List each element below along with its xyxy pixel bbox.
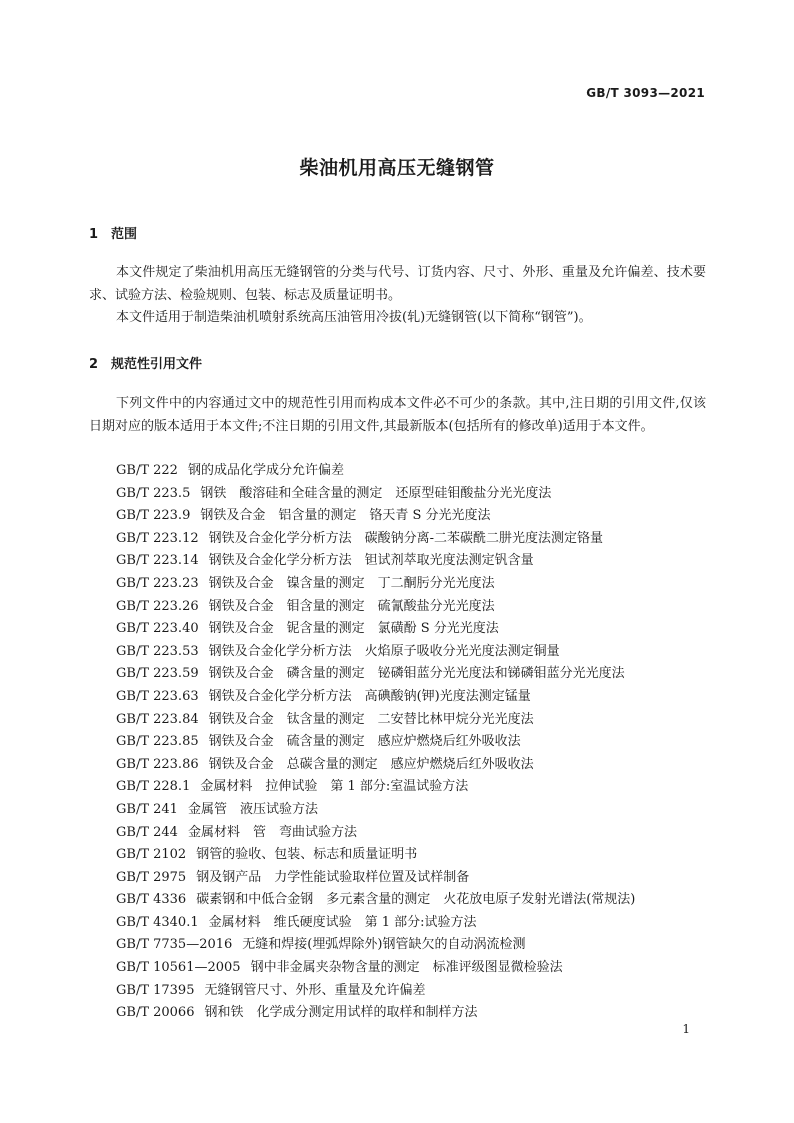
reference-code: GB/T 223.53 (116, 643, 199, 659)
reference-item (116, 867, 635, 890)
reference-title: 钢铁及合金 磷含量的测定 铋磷钼蓝分光光度法和锑磷钼蓝分光光度法 (208, 666, 625, 682)
reference-item (116, 776, 635, 799)
reference-item (116, 934, 635, 957)
reference-title: 钢及钢产品 力学性能试验取样位置及试样制备 (196, 869, 470, 885)
reference-item (116, 641, 635, 664)
reference-title: 钢铁及合金 总碳含量的测定 感应炉燃烧后红外吸收法 (208, 756, 534, 772)
reference-item (116, 980, 635, 1003)
reference-code: GB/T 228.1 (116, 779, 191, 795)
reference-code: GB/T 223.85 (116, 734, 199, 750)
reference-title: 钢铁及合金化学分析方法 高碘酸钠(钾)光度法测定锰量 (208, 688, 531, 704)
reference-code: GB/T 223.9 (116, 508, 191, 524)
references-intro-paragraph: 下列文件中的内容通过文中的规范性引用而构成本文件必不可少的条款。其中,注日期的引用文件,仅该日期对应的版本适用于本文件;不注日期的引用文件,其最新版本(包括所有的修改单)适用于本文件。 (89, 396, 706, 434)
section-number: 1 (89, 227, 99, 242)
reference-item (116, 889, 635, 912)
section-heading-normative-references (89, 353, 202, 372)
reference-code: GB/T 20066 (116, 1005, 195, 1021)
section-number: 2 (89, 357, 99, 372)
reference-title: 金属材料 管 弯曲试验方法 (187, 824, 357, 840)
reference-title: 钢铁及合金 铌含量的测定 氯磺酚 S 分光光度法 (208, 621, 499, 637)
page-number: 1 (682, 1022, 690, 1036)
scope-paragraph: 本文件适用于制造柴油机喷射系统高压油管用冷拔(轧)无缝钢管(以下简称“钢管”)。 (116, 310, 592, 325)
reference-item (116, 754, 635, 777)
reference-code: GB/T 223.26 (116, 598, 199, 614)
reference-item (116, 460, 635, 483)
reference-title: 钢铁及合金 钛含量的测定 二安替比林甲烷分光光度法 (208, 711, 534, 727)
reference-item (116, 912, 635, 935)
reference-item (116, 483, 635, 506)
reference-code: GB/T 244 (116, 824, 178, 840)
reference-title: 钢铁及合金 硫含量的测定 感应炉燃烧后红外吸收法 (208, 734, 521, 750)
reference-code: GB/T 223.63 (116, 688, 199, 704)
reference-code: GB/T 223.12 (116, 530, 199, 546)
reference-title: 钢铁及合金化学分析方法 火焰原子吸收分光光度法测定铜量 (208, 643, 560, 659)
reference-item (116, 731, 635, 754)
reference-code: GB/T 2102 (116, 847, 187, 863)
reference-code: GB/T 10561—2005 (116, 960, 241, 976)
reference-item (116, 799, 635, 822)
reference-code: GB/T 223.14 (116, 553, 199, 569)
reference-title: 碳素钢和中低合金钢 多元素含量的测定 火花放电原子发射光谱法(常规法) (196, 892, 636, 908)
reference-code: GB/T 7735—2016 (116, 937, 233, 953)
reference-title: 钢铁及合金化学分析方法 碳酸钠分离-二苯碳酰二肼光度法测定铬量 (208, 530, 604, 546)
reference-code: GB/T 222 (116, 463, 178, 478)
section-heading-scope (89, 223, 137, 242)
scope-paragraph: 本文件规定了柴油机用高压无缝钢管的分类与代号、订货内容、尺寸、外形、重量及允许偏差、技术要求、试验方法、检验规则、包装、标志及质量证明书。 (89, 265, 706, 303)
reference-title: 金属材料 维氏硬度试验 第 1 部分:试验方法 (208, 914, 477, 930)
reference-title: 钢铁及合金化学分析方法 钽试剂萃取光度法测定钒含量 (208, 553, 534, 569)
reference-code: GB/T 223.84 (116, 711, 199, 727)
reference-title: 无缝和焊接(埋弧焊除外)钢管缺欠的自动涡流检测 (242, 937, 526, 953)
reference-item (116, 844, 635, 867)
reference-title: 钢铁及合金 钼含量的测定 硫氰酸盐分光光度法 (208, 598, 495, 614)
reference-list (116, 460, 635, 1025)
reference-item (116, 709, 635, 732)
reference-code: GB/T 223.5 (116, 485, 191, 501)
reference-item (116, 618, 635, 641)
reference-item (116, 686, 635, 709)
reference-item (116, 550, 635, 573)
reference-title: 钢的成品化学成分允许偏差 (187, 463, 344, 478)
reference-code: GB/T 241 (116, 801, 178, 817)
reference-code: GB/T 2975 (116, 869, 187, 885)
reference-code: GB/T 223.23 (116, 575, 199, 591)
reference-code: GB/T 4336 (116, 892, 187, 908)
reference-title: 金属管 液压试验方法 (187, 801, 318, 817)
reference-title: 钢中非金属夹杂物含量的测定 标准评级图显微检验法 (250, 960, 563, 976)
section-title: 范围 (111, 227, 138, 242)
reference-code: GB/T 17395 (116, 982, 195, 998)
reference-item (116, 596, 635, 619)
section-title: 规范性引用文件 (111, 357, 203, 372)
reference-title: 钢铁及合金 镍含量的测定 丁二酮肟分光光度法 (208, 575, 495, 591)
reference-item (116, 1002, 635, 1025)
document-title: 柴油机用高压无缝钢管 (299, 157, 495, 179)
reference-title: 金属材料 拉伸试验 第 1 部分:室温试验方法 (200, 779, 469, 795)
reference-code: GB/T 223.59 (116, 666, 199, 682)
reference-item (116, 663, 635, 686)
reference-code: GB/T 223.86 (116, 756, 199, 772)
reference-title: 钢铁 酸溶硅和全硅含量的测定 还原型硅钼酸盐分光光度法 (200, 485, 552, 501)
reference-item (116, 528, 635, 551)
reference-title: 钢铁及合金 铝含量的测定 铬天青 S 分光光度法 (200, 508, 491, 524)
reference-item (116, 822, 635, 845)
reference-title: 钢管的验收、包装、标志和质量证明书 (196, 847, 418, 863)
reference-item (116, 573, 635, 596)
reference-code: GB/T 223.40 (116, 621, 199, 637)
reference-title: 无缝钢管尺寸、外形、重量及允许偏差 (204, 982, 426, 998)
standard-number: GB/T 3093—2021 (586, 86, 705, 100)
reference-item (116, 505, 635, 528)
reference-title: 钢和铁 化学成分测定用试样的取样和制样方法 (204, 1005, 478, 1021)
reference-item (116, 957, 635, 980)
reference-code: GB/T 4340.1 (116, 914, 199, 930)
